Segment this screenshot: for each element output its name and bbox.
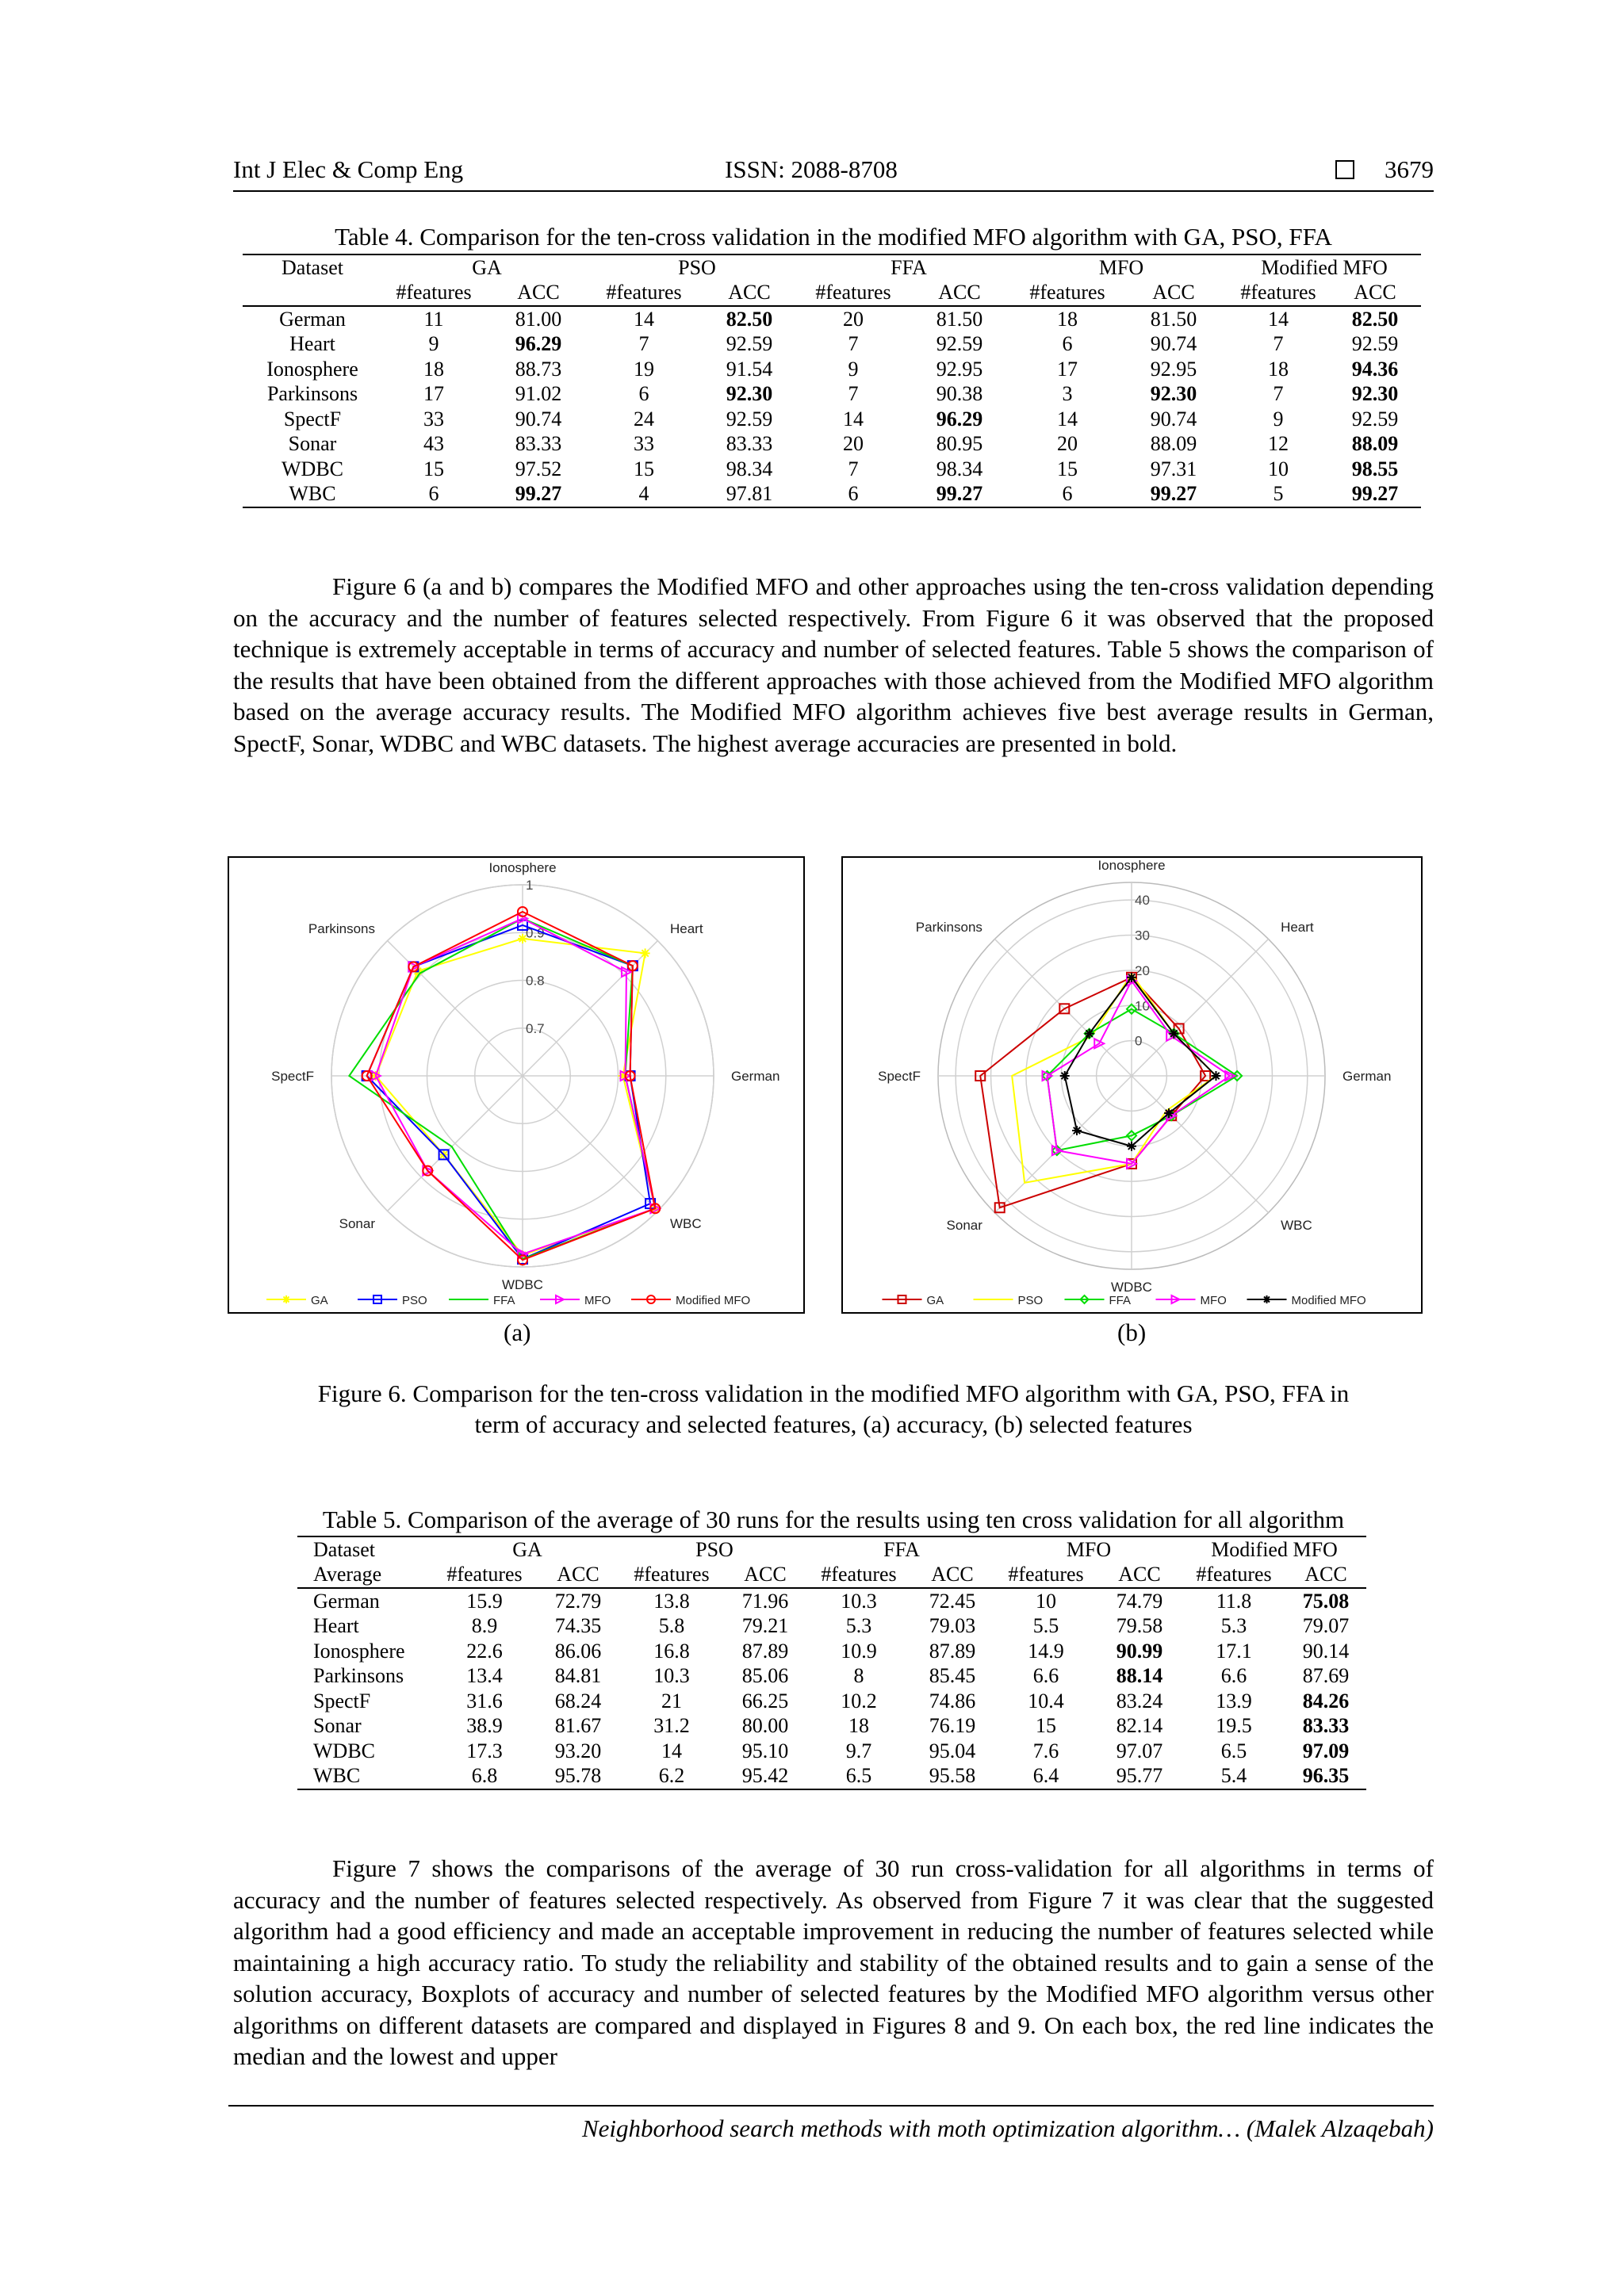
table5 <box>297 1536 1366 1790</box>
cell-features: 4 <box>638 482 649 506</box>
cell-acc: 90.74 <box>1150 407 1197 430</box>
cell-features: 20 <box>843 307 864 331</box>
cell-features: 6.6 <box>1220 1664 1247 1688</box>
series-line-ffa <box>349 918 655 1259</box>
tick-label: 10 <box>1135 998 1150 1014</box>
cell-acc: 81.00 <box>515 307 562 331</box>
grid-spoke <box>388 941 523 1076</box>
category-label: Heart <box>1281 919 1314 935</box>
row-dataset-name: Sonar <box>313 1714 362 1738</box>
cell-features: 15 <box>1057 457 1078 480</box>
legend-label: Modified MFO <box>676 1294 751 1307</box>
figure6a-label: (a) <box>504 1318 531 1346</box>
cell-acc: 97.07 <box>1116 1739 1163 1762</box>
cell-features: 13.9 <box>1216 1689 1252 1712</box>
radar-chart-accuracy <box>229 858 803 1312</box>
cell-features: 9 <box>1273 407 1284 430</box>
sub-header-features: #features <box>446 1563 523 1586</box>
cell-features: 6.5 <box>1220 1739 1247 1762</box>
row-dataset-name: WBC <box>289 482 336 506</box>
cell-features: 5.8 <box>658 1614 685 1638</box>
cell-acc: 88.14 <box>1116 1664 1163 1688</box>
cell-acc: 76.19 <box>929 1714 976 1738</box>
category-label: WDBC <box>502 1277 543 1292</box>
cell-features: 9 <box>848 357 859 381</box>
cell-acc: 92.59 <box>726 332 773 356</box>
cell-features: 19 <box>634 357 654 381</box>
cell-acc: 91.54 <box>726 357 773 381</box>
sub-header-acc: ACC <box>557 1563 599 1586</box>
cell-features: 15 <box>1036 1714 1056 1738</box>
cell-features: 17 <box>1057 357 1078 381</box>
sub-header-features: #features <box>634 1563 710 1586</box>
cell-acc: 95.77 <box>1116 1764 1163 1788</box>
cell-features: 17.1 <box>1216 1639 1252 1663</box>
sub-header-acc: ACC <box>1354 281 1396 304</box>
figure6b-frame <box>841 856 1423 1314</box>
table4-caption: Table 4. Comparison for the ten-cross validation in the modified MFO algorithm with GA, PSO, FFA <box>335 223 1332 251</box>
cell-acc: 79.07 <box>1302 1614 1350 1638</box>
sub-header-features: #features <box>396 281 472 304</box>
tick-label: 0.8 <box>526 973 545 989</box>
cell-acc: 99.27 <box>936 482 983 506</box>
cell-acc: 96.35 <box>1302 1764 1350 1788</box>
row-dataset-name: SpectF <box>313 1689 371 1712</box>
cell-features: 18 <box>1268 357 1289 381</box>
row-dataset-name: WDBC <box>282 457 343 480</box>
marker-star <box>518 934 527 943</box>
table-row <box>297 1614 1366 1640</box>
cell-features: 10 <box>1268 457 1289 480</box>
cell-acc: 79.03 <box>929 1614 976 1638</box>
cell-features: 11 <box>423 307 444 331</box>
row-dataset-name: Parkinsons <box>313 1664 404 1688</box>
cell-features: 14 <box>1057 407 1078 430</box>
cell-features: 7 <box>848 457 859 480</box>
cell-acc: 82.50 <box>726 307 773 331</box>
cell-acc: 82.14 <box>1116 1714 1163 1738</box>
cell-features: 15.9 <box>466 1589 503 1613</box>
cell-features: 22.6 <box>466 1639 503 1663</box>
cell-acc: 94.36 <box>1351 357 1399 381</box>
table-row <box>297 1588 1366 1614</box>
group-header-mfo: MFO <box>1098 255 1144 279</box>
cell-features: 38.9 <box>466 1714 503 1738</box>
cell-acc: 92.59 <box>1351 407 1399 430</box>
table-row <box>243 382 1421 408</box>
legend-label: Modified MFO <box>1291 1294 1366 1307</box>
cell-features: 18 <box>1057 307 1078 331</box>
sub-header-acc: ACC <box>728 281 771 304</box>
cell-features: 14 <box>843 407 864 430</box>
category-label: Sonar <box>946 1218 982 1234</box>
cell-features: 6.6 <box>1032 1664 1059 1688</box>
cell-features: 20 <box>1057 432 1078 456</box>
group-header-modified-mfo: Modified MFO <box>1261 255 1388 279</box>
category-label: Parkinsons <box>915 919 982 935</box>
cell-acc: 95.58 <box>929 1764 976 1788</box>
sub-header-features: #features <box>1008 1563 1084 1586</box>
marker-star <box>1164 1108 1174 1118</box>
marker-star <box>1127 973 1136 982</box>
group-header-ga: GA <box>472 255 502 279</box>
cell-acc: 83.33 <box>1302 1714 1350 1738</box>
table-row <box>297 1714 1366 1739</box>
table-row <box>297 1639 1366 1664</box>
cell-acc: 90.74 <box>1150 332 1197 356</box>
cell-acc: 88.09 <box>1150 432 1197 456</box>
cell-acc: 92.30 <box>726 382 773 406</box>
sub-header-acc: ACC <box>1304 1563 1347 1586</box>
legend-label: MFO <box>584 1294 611 1307</box>
cell-features: 19.5 <box>1216 1714 1252 1738</box>
category-label: SpectF <box>878 1069 921 1084</box>
sub-header-acc: ACC <box>517 281 560 304</box>
cell-features: 6 <box>1062 482 1073 506</box>
figure6a-frame <box>228 856 805 1314</box>
cell-acc: 97.31 <box>1150 457 1197 480</box>
marker-star <box>1085 1029 1094 1039</box>
dataset-header: Dataset <box>313 1537 375 1561</box>
sub-header-acc: ACC <box>931 1563 974 1586</box>
cell-features: 3 <box>1062 382 1073 406</box>
legend-label: PSO <box>402 1294 427 1307</box>
row-dataset-name: Heart <box>289 332 335 356</box>
cell-features: 10.4 <box>1028 1689 1064 1712</box>
cell-features: 10.2 <box>841 1689 877 1712</box>
cell-features: 17 <box>423 382 444 406</box>
cell-acc: 87.89 <box>929 1639 976 1663</box>
tick-label: 0.9 <box>526 925 545 941</box>
cell-features: 16.8 <box>653 1639 690 1663</box>
cell-acc: 66.25 <box>741 1689 789 1712</box>
cell-features: 43 <box>423 432 444 456</box>
row-dataset-name: SpectF <box>283 407 342 430</box>
group-header-ga: GA <box>512 1537 542 1561</box>
cell-features: 6 <box>638 382 649 406</box>
cell-acc: 74.86 <box>929 1689 976 1712</box>
cell-acc: 97.81 <box>726 482 773 506</box>
table-row <box>243 332 1421 358</box>
cell-acc: 88.73 <box>515 357 562 381</box>
cell-acc: 90.38 <box>936 382 983 406</box>
cell-features: 6.2 <box>658 1764 685 1788</box>
cell-features: 14 <box>661 1739 682 1762</box>
cell-features: 17.3 <box>466 1739 503 1762</box>
cell-features: 7 <box>1273 332 1284 356</box>
cell-acc: 92.95 <box>936 357 983 381</box>
cell-acc: 72.45 <box>929 1589 976 1613</box>
cell-features: 12 <box>1268 432 1289 456</box>
cell-acc: 80.00 <box>741 1714 789 1738</box>
journal-name: Int J Elec & Comp Eng <box>233 155 464 183</box>
cell-acc: 81.67 <box>554 1714 602 1738</box>
cell-acc: 83.33 <box>726 432 773 456</box>
cell-features: 8 <box>853 1664 864 1688</box>
category-label: SpectF <box>271 1069 314 1084</box>
cell-acc: 95.78 <box>554 1764 602 1788</box>
cell-acc: 74.79 <box>1116 1589 1163 1613</box>
cell-features: 5 <box>1273 482 1284 506</box>
cell-acc: 92.59 <box>936 332 983 356</box>
cell-acc: 92.59 <box>726 407 773 430</box>
cell-acc: 79.21 <box>741 1614 789 1638</box>
cell-features: 18 <box>848 1714 869 1738</box>
cell-acc: 80.95 <box>936 432 983 456</box>
tick-label: 40 <box>1135 893 1150 909</box>
sub-header-features: #features <box>1196 1563 1272 1586</box>
cell-acc: 75.08 <box>1302 1589 1350 1613</box>
cell-features: 15 <box>634 457 654 480</box>
row-dataset-name: Heart <box>313 1614 359 1638</box>
cell-acc: 87.69 <box>1302 1664 1350 1688</box>
cell-features: 13.8 <box>653 1589 690 1613</box>
legend-label: FFA <box>493 1294 515 1307</box>
cell-features: 21 <box>661 1689 682 1712</box>
category-label: Ionosphere <box>488 860 557 875</box>
cell-features: 9.7 <box>845 1739 872 1762</box>
cell-features: 7 <box>1273 382 1284 406</box>
table-row <box>243 306 1421 332</box>
row-dataset-name: Parkinsons <box>266 382 358 406</box>
tick-label: 1 <box>526 878 534 893</box>
tick-label: 20 <box>1135 962 1150 978</box>
cell-acc: 87.89 <box>741 1639 789 1663</box>
cell-features: 10.3 <box>653 1664 690 1688</box>
radar-chart-features <box>843 858 1421 1312</box>
tick-label: 0.7 <box>526 1020 545 1036</box>
marker-star <box>1263 1295 1271 1303</box>
cell-acc: 83.33 <box>515 432 562 456</box>
cell-features: 10.9 <box>841 1639 877 1663</box>
cell-features: 31.6 <box>466 1689 503 1712</box>
page-number-block <box>1335 155 1434 184</box>
category-label: Heart <box>669 921 703 937</box>
cell-acc: 90.99 <box>1116 1639 1163 1663</box>
group-header-modified-mfo: Modified MFO <box>1211 1537 1338 1561</box>
cell-acc: 88.09 <box>1351 432 1399 456</box>
cell-features: 6.8 <box>471 1764 498 1788</box>
issn: ISSN: 2088-8708 <box>725 155 898 183</box>
row-dataset-name: German <box>279 307 346 331</box>
cell-acc: 95.10 <box>741 1739 789 1762</box>
cell-acc: 98.55 <box>1351 457 1399 480</box>
paragraph-2: Figure 7 shows the comparisons of the average of 30 run cross-validation for all algorithms in terms of accuracy and the number of features selected respectively. As observed from Figure 7 it was clear that the suggested algorithm had a good efficiency and made an acceptable improvement in reducing the number of features selected while maintaining a high accuracy ratio. To study the reliability and stability of the obtained results and to gain a sense of the solution accuracy, Boxplots of accuracy and number of selected features by the Modified MFO algorithm versus other algorithms on different datasets are compared and displayed in Figures 8 and 9. On each box, the red line indicates the median and the lowest and upper <box>233 1854 1434 2070</box>
cell-acc: 92.95 <box>1150 357 1197 381</box>
figure6-caption-line1: Figure 6. Comparison for the ten-cross validation in the modified MFO algorithm with GA, PSO, FFA in <box>317 1380 1350 1407</box>
cell-features: 14 <box>1268 307 1289 331</box>
table-row <box>297 1739 1366 1764</box>
cell-features: 33 <box>423 407 444 430</box>
sub-header-features: #features <box>815 281 891 304</box>
cell-features: 13.4 <box>466 1664 503 1688</box>
cell-features: 5.4 <box>1220 1764 1247 1788</box>
cell-acc: 99.27 <box>1351 482 1399 506</box>
cell-features: 6 <box>1062 332 1073 356</box>
group-header-pso: PSO <box>695 1537 733 1561</box>
cell-features: 6 <box>848 482 859 506</box>
cell-acc: 90.14 <box>1302 1639 1350 1663</box>
group-header-ffa: FFA <box>891 255 927 279</box>
marker-star <box>1169 1029 1178 1039</box>
table5-caption: Table 5. Comparison of the average of 30 runs for the results using ten cross validation for all algorithm <box>322 1506 1345 1533</box>
marker-star <box>282 1295 290 1303</box>
category-label: WBC <box>1281 1218 1312 1234</box>
cell-features: 14 <box>634 307 654 331</box>
cell-features: 7 <box>638 332 649 356</box>
legend-label: GA <box>311 1294 328 1307</box>
cell-features: 31.2 <box>653 1714 690 1738</box>
table-row <box>297 1689 1366 1714</box>
table-row <box>297 1664 1366 1689</box>
cell-acc: 83.24 <box>1116 1689 1163 1712</box>
row-dataset-name: German <box>313 1589 380 1613</box>
cell-acc: 84.81 <box>554 1664 602 1688</box>
dataset-header: Dataset <box>282 255 343 279</box>
grid-spoke <box>994 939 1132 1076</box>
cell-acc: 84.26 <box>1302 1689 1350 1712</box>
cell-acc: 96.29 <box>936 407 983 430</box>
cell-acc: 72.79 <box>554 1589 602 1613</box>
row-dataset-name: Sonar <box>288 432 337 456</box>
cell-acc: 74.35 <box>554 1614 602 1638</box>
cell-acc: 85.45 <box>929 1664 976 1688</box>
marker-star <box>1127 1142 1136 1151</box>
table-row <box>243 482 1421 508</box>
cell-acc: 90.74 <box>515 407 562 430</box>
cell-features: 18 <box>423 357 444 381</box>
category-label: Parkinsons <box>308 921 376 937</box>
marker-star <box>1072 1126 1082 1135</box>
cell-features: 6.5 <box>845 1764 872 1788</box>
row-dataset-name: Ionosphere <box>313 1639 405 1663</box>
cell-features: 14.9 <box>1028 1639 1064 1663</box>
cell-acc: 97.09 <box>1302 1739 1350 1762</box>
running-header <box>233 155 1434 192</box>
table-row <box>243 407 1421 432</box>
cell-features: 7 <box>848 382 859 406</box>
cell-acc: 92.59 <box>1351 332 1399 356</box>
row-dataset-name: WBC <box>313 1764 361 1788</box>
paragraph-1: Figure 6 (a and b) compares the Modified MFO and other approaches using the ten-cross validation depending on the accuracy and the number of features selected respectively. From Figure 6 it was observed that the proposed technique is extremely acceptable in terms of accuracy and number of selected features. Table 5 shows the comparison of the results that have been obtained from the different approaches with those achieved from the Modified MFO algorithm based on the average accuracy results. The Modified MFO algorithm achieves five best average results in German, SpectF, Sonar, WDBC and WBC datasets. The highest average accuracies are presented in bold. <box>233 572 1434 757</box>
cell-features: 6 <box>428 482 439 506</box>
category-label: German <box>731 1069 780 1084</box>
sub-header-acc: ACC <box>938 281 981 304</box>
legend-label: MFO <box>1200 1294 1227 1307</box>
running-footer: Neighborhood search methods with moth optimization algorithm… (Malek Alzaqebah) <box>228 2105 1434 2143</box>
table-row <box>243 457 1421 482</box>
category-label: WBC <box>669 1215 702 1231</box>
tick-label: 0 <box>1135 1033 1143 1049</box>
cell-features: 10.3 <box>841 1589 877 1613</box>
row-dataset-name: Ionosphere <box>266 357 358 381</box>
cell-acc: 71.96 <box>741 1589 789 1613</box>
table4 <box>243 254 1421 508</box>
series-line-ga <box>376 939 656 1255</box>
cell-acc: 85.06 <box>741 1664 789 1688</box>
table-row <box>243 432 1421 457</box>
tick-label: 30 <box>1135 928 1150 943</box>
cell-acc: 81.50 <box>936 307 983 331</box>
group-header-mfo: MFO <box>1066 1537 1112 1561</box>
cell-features: 15 <box>423 457 444 480</box>
cell-features: 24 <box>634 407 654 430</box>
category-label: Sonar <box>339 1215 376 1231</box>
cell-acc: 99.27 <box>515 482 562 506</box>
cell-features: 7.6 <box>1032 1739 1059 1762</box>
category-label: German <box>1342 1069 1392 1084</box>
group-header-ffa: FFA <box>883 1537 920 1561</box>
cell-features: 5.5 <box>1032 1614 1059 1638</box>
table-row <box>243 357 1421 382</box>
table-row <box>297 1764 1366 1790</box>
category-label: Ionosphere <box>1097 858 1166 873</box>
marker-star <box>1211 1071 1220 1081</box>
figure6-caption-line2: term of accuracy and selected features, (a) accuracy, (b) selected features <box>474 1410 1193 1438</box>
cell-features: 11.8 <box>1216 1589 1252 1613</box>
sub-header-features: #features <box>606 281 682 304</box>
cell-features: 5.3 <box>1220 1614 1247 1638</box>
cell-features: 33 <box>634 432 654 456</box>
category-label: WDBC <box>1111 1280 1152 1295</box>
cell-acc: 92.30 <box>1351 382 1399 406</box>
cell-acc: 68.24 <box>554 1689 602 1712</box>
sub-header-features: #features <box>1029 281 1105 304</box>
cell-acc: 92.30 <box>1150 382 1197 406</box>
marker-star <box>1060 1071 1070 1081</box>
cell-acc: 95.04 <box>929 1739 976 1762</box>
sub-header-acc: ACC <box>744 1563 787 1586</box>
cell-features: 7 <box>848 332 859 356</box>
cell-acc: 93.20 <box>554 1739 602 1762</box>
cell-features: 8.9 <box>471 1614 498 1638</box>
average-header: Average <box>313 1563 382 1586</box>
cell-acc: 79.58 <box>1116 1614 1163 1638</box>
page-number: 3679 <box>1385 155 1434 183</box>
cell-features: 5.3 <box>845 1614 872 1638</box>
figure6b-label: (b) <box>1117 1318 1147 1346</box>
sub-header-features: #features <box>1240 281 1316 304</box>
legend-label: FFA <box>1109 1294 1132 1307</box>
row-dataset-name: WDBC <box>313 1739 375 1762</box>
sub-header-features: #features <box>821 1563 897 1586</box>
cell-acc: 91.02 <box>515 382 562 406</box>
cell-features: 10 <box>1036 1589 1056 1613</box>
cell-acc: 98.34 <box>726 457 773 480</box>
cell-features: 9 <box>428 332 439 356</box>
cell-acc: 86.06 <box>554 1639 602 1663</box>
cell-acc: 96.29 <box>515 332 562 356</box>
cell-features: 6.4 <box>1032 1764 1059 1788</box>
sub-header-acc: ACC <box>1152 281 1195 304</box>
legend-label: PSO <box>1017 1294 1044 1307</box>
cell-acc: 98.34 <box>936 457 983 480</box>
legend-label: GA <box>926 1294 944 1307</box>
cell-acc: 95.42 <box>741 1764 789 1788</box>
group-header-pso: PSO <box>678 255 716 279</box>
cell-acc: 82.50 <box>1351 307 1399 331</box>
grid-spoke <box>994 1076 1132 1213</box>
cell-features: 20 <box>843 432 864 456</box>
cell-acc: 99.27 <box>1150 482 1197 506</box>
cell-acc: 81.50 <box>1150 307 1197 331</box>
sub-header-acc: ACC <box>1118 1563 1161 1586</box>
grid-spoke <box>523 1076 657 1211</box>
square-bullet-icon <box>1335 160 1354 179</box>
cell-acc: 97.52 <box>515 457 562 480</box>
grid-spoke <box>388 1076 523 1211</box>
